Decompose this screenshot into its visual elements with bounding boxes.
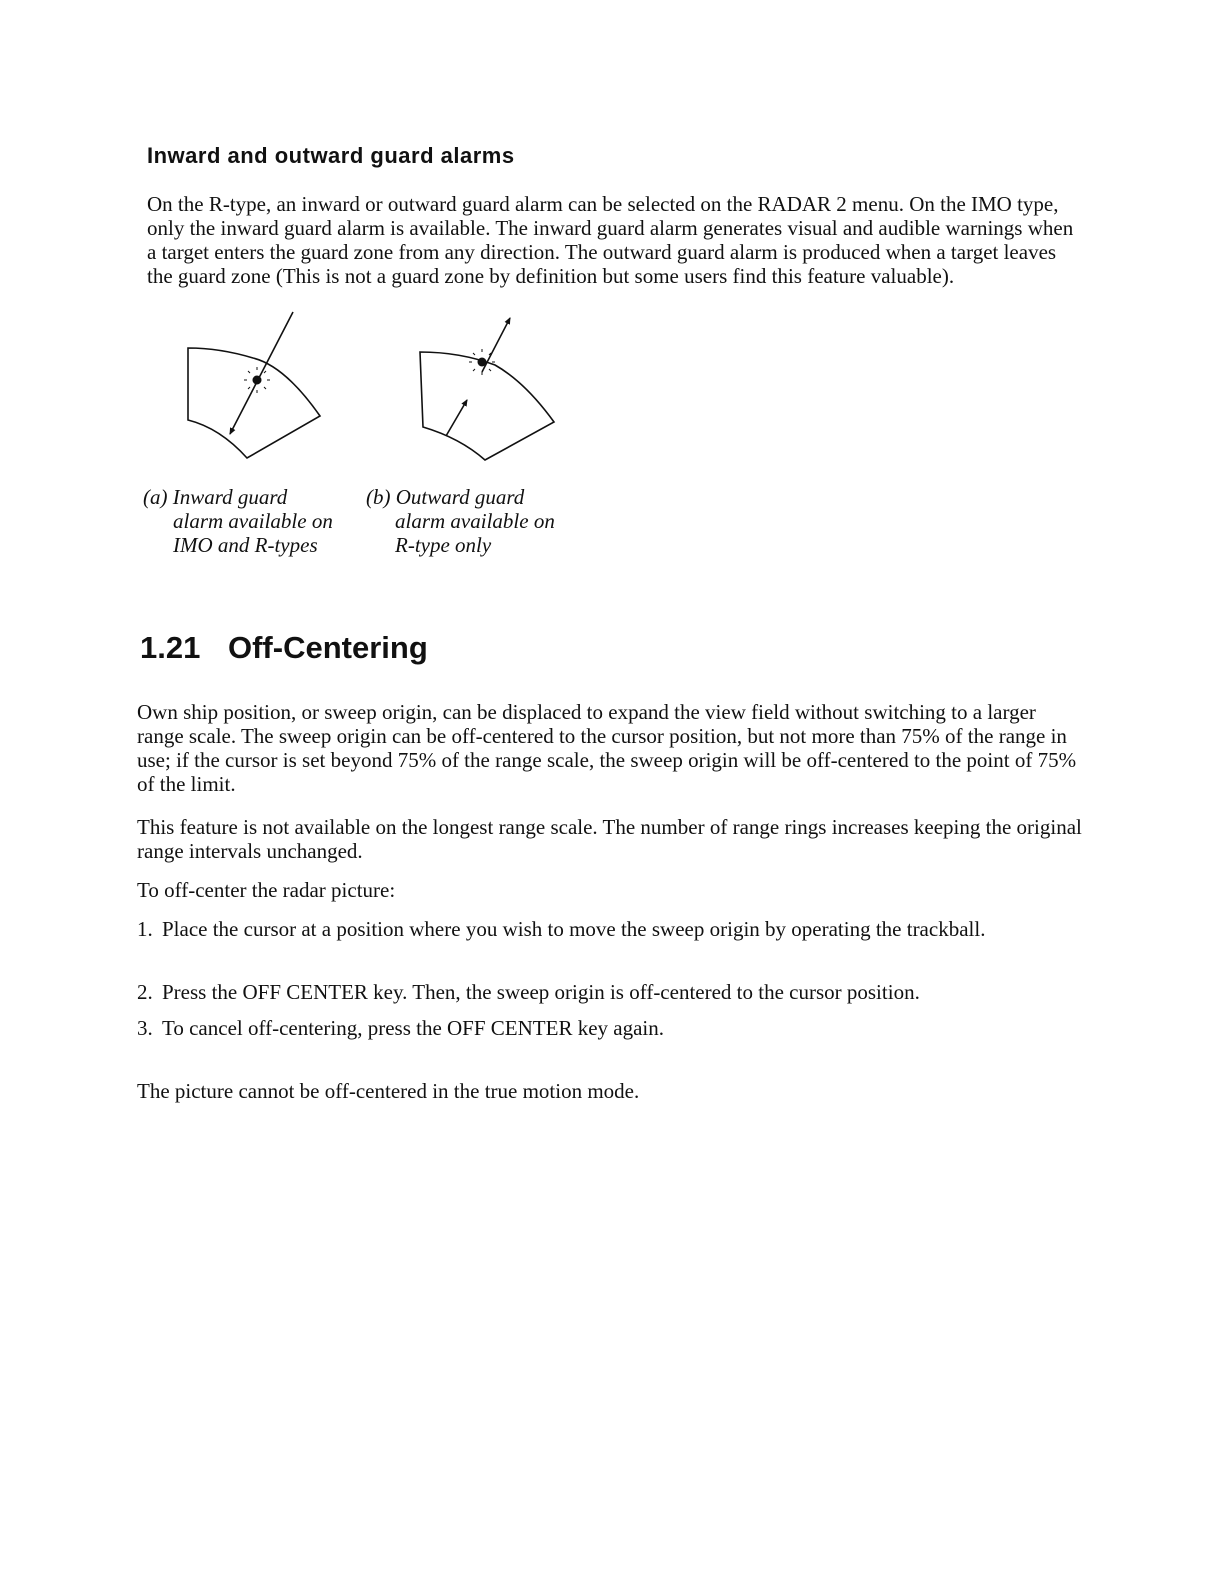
- paragraph-off-centering-intro: Own ship position, or sweep origin, can be displaced to expand the view field without switching to a larger range scale. The sweep origin can be off-centered to the cursor position, but not more than 75% of the range in use; if the cursor is set beyond 75% of the range scale, the sweep origin will be off-centered to the point of 75% of the limit.: [137, 700, 1077, 796]
- guard-alarm-figures: [180, 310, 580, 470]
- intro-paragraph: On the R-type, an inward or outward guard alarm can be selected on the RADAR 2 menu. On the IMO type, only the inward guard alarm is available. The inward guard alarm generates visual and audible warnings when a target enters the guard zone from any direction. The outward guard alarm is produced when a target leaves the guard zone (This is not a guard zone by definition but some users find this feature valuable).: [147, 192, 1074, 288]
- guard-zone-sector-b: [420, 352, 554, 460]
- section-title: Off-Centering: [228, 630, 428, 665]
- outward-guard-diagram: [420, 318, 554, 460]
- target-blip-a: [253, 376, 262, 385]
- paragraph-longest-range: This feature is not available on the longest range scale. The number of range rings increases keeping the original range intervals unchanged.: [137, 815, 1082, 863]
- caption-a-line1: (a) Inward guard: [143, 485, 288, 509]
- step-text: Press the OFF CENTER key. Then, the sweep origin is off-centered to the cursor position.: [162, 980, 920, 1004]
- step-number: 1.: [137, 917, 153, 941]
- procedure-step: [137, 980, 1037, 1004]
- caption-a-line2: alarm available on: [173, 509, 333, 533]
- step-text: To cancel off-centering, press the OFF CENTER key again.: [162, 1016, 665, 1040]
- caption-b-line2: alarm available on: [395, 509, 555, 533]
- section-heading: [140, 630, 428, 666]
- procedure-step: [137, 917, 1037, 941]
- caption-outward-guard: [366, 485, 555, 557]
- outward-target-track: [482, 318, 510, 372]
- caption-inward-guard: [143, 485, 333, 557]
- target-blip-b: [478, 358, 487, 367]
- section-number: 1.21: [140, 630, 201, 665]
- caption-a-line3: IMO and R-types: [173, 533, 318, 557]
- paragraph-true-motion-note: The picture cannot be off-centered in the true motion mode.: [137, 1079, 640, 1103]
- caption-b-line3: R-type only: [395, 533, 492, 557]
- caption-b-line1: (b) Outward guard: [366, 485, 525, 509]
- step-text: Place the cursor at a position where you wish to move the sweep origin by operating the trackball.: [162, 917, 986, 941]
- subsection-heading: Inward and outward guard alarms: [147, 143, 515, 168]
- inward-guard-diagram: [188, 312, 320, 458]
- guard-zone-sector-a: [188, 348, 320, 458]
- step-number: 3.: [137, 1016, 153, 1040]
- procedure-step: [137, 1016, 1037, 1040]
- outward-target-track-inner: [446, 400, 467, 436]
- paragraph-procedure-lead: To off-center the radar picture:: [137, 878, 396, 902]
- inward-target-track: [230, 312, 293, 434]
- step-number: 2.: [137, 980, 153, 1004]
